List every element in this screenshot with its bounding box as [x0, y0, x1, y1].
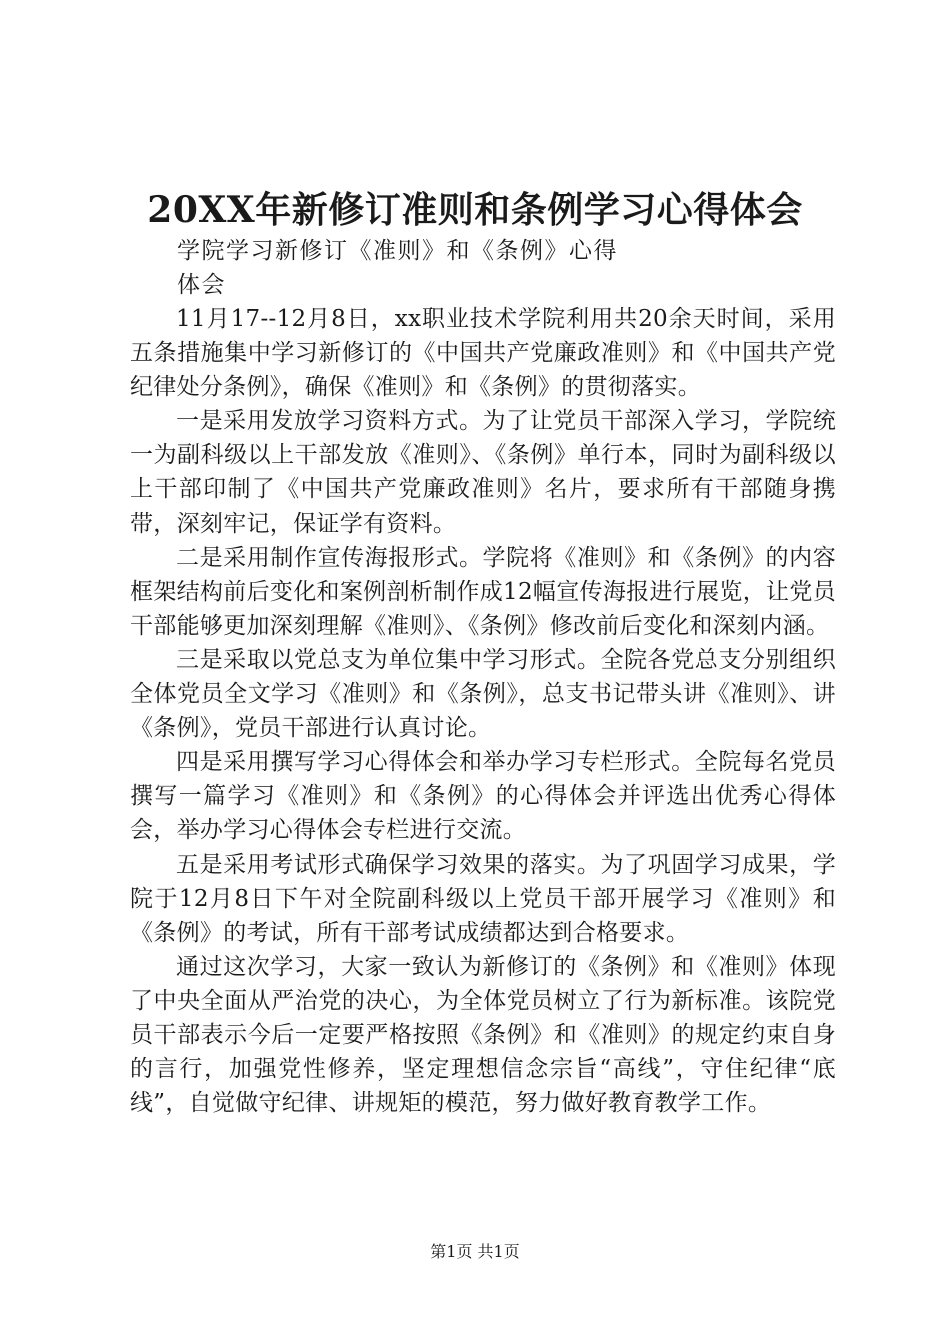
paragraph-measure-3: 三是采取以党总支为单位集中学习形式。全院各党总支分别组织全体党员全文学习《准则》和《条例》，总支书记带头讲《准则》、讲《条例》，党员干部进行认真讨论。 [130, 646, 836, 742]
paragraph-measure-5: 五是采用考试形式确保学习效果的落实。为了巩固学习成果，学院于12月8日下午对全院副科级以上党员干部开展学习《准则》和《条例》的考试，所有干部考试成绩都达到合格要求。 [130, 851, 836, 946]
paragraph-measure-2: 二是采用制作宣传海报形式。学院将《准则》和《条例》的内容框架结构前后变化和案例剖析制作成12幅宣传海报进行展览，让党员干部能够更加深刻理解《准则》、《条例》修改前后变化和深刻内涵。 [130, 544, 836, 639]
document-subtitle: 学院学习新修订《准则》和《条例》心得体会 [177, 238, 618, 298]
paragraph-intro: 11月17--12月8日，xx职业技术学院利用共20余天时间，采用五条措施集中学习新修订的《中国共产党廉政准则》和《中国共产党纪律处分条例》，确保《准则》和《条例》的贯彻落实。 [130, 306, 836, 401]
paragraph-measure-4: 四是采用撰写学习心得体会和举办学习专栏形式。全院每名党员撰写一篇学习《准则》和《条例》的心得体会并评选出优秀心得体会，举办学习心得体会专栏进行交流。 [130, 749, 836, 844]
page-footer: 第1页 共1页 [430, 1242, 520, 1261]
document-body [130, 302, 836, 1120]
document-title: 20XX年新修订准则和条例学习心得体会 [147, 189, 803, 231]
paragraph-conclusion: 通过这次学习，大家一致认为新修订的《条例》和《准则》体现了中央全面从严治党的决心，为全体党员树立了行为新标准。该院党员干部表示今后一定要严格按照《条例》和《准则》的规定约束自身的言行，加强党性修养，坚定理想信念宗旨“高线”，守住纪律“底线”，自觉做守纪律、讲规矩的模范，努力做好教育教学工作。 [130, 953, 836, 1117]
paragraph-measure-1: 一是采用发放学习资料方式。为了让党员干部深入学习，学院统一为副科级以上干部发放《准则》、《条例》单行本，同时为副科级以上干部印制了《中国共产党廉政准则》名片，要求所有干部随身携带，深刻牢记，保证学有资料。 [130, 408, 836, 537]
